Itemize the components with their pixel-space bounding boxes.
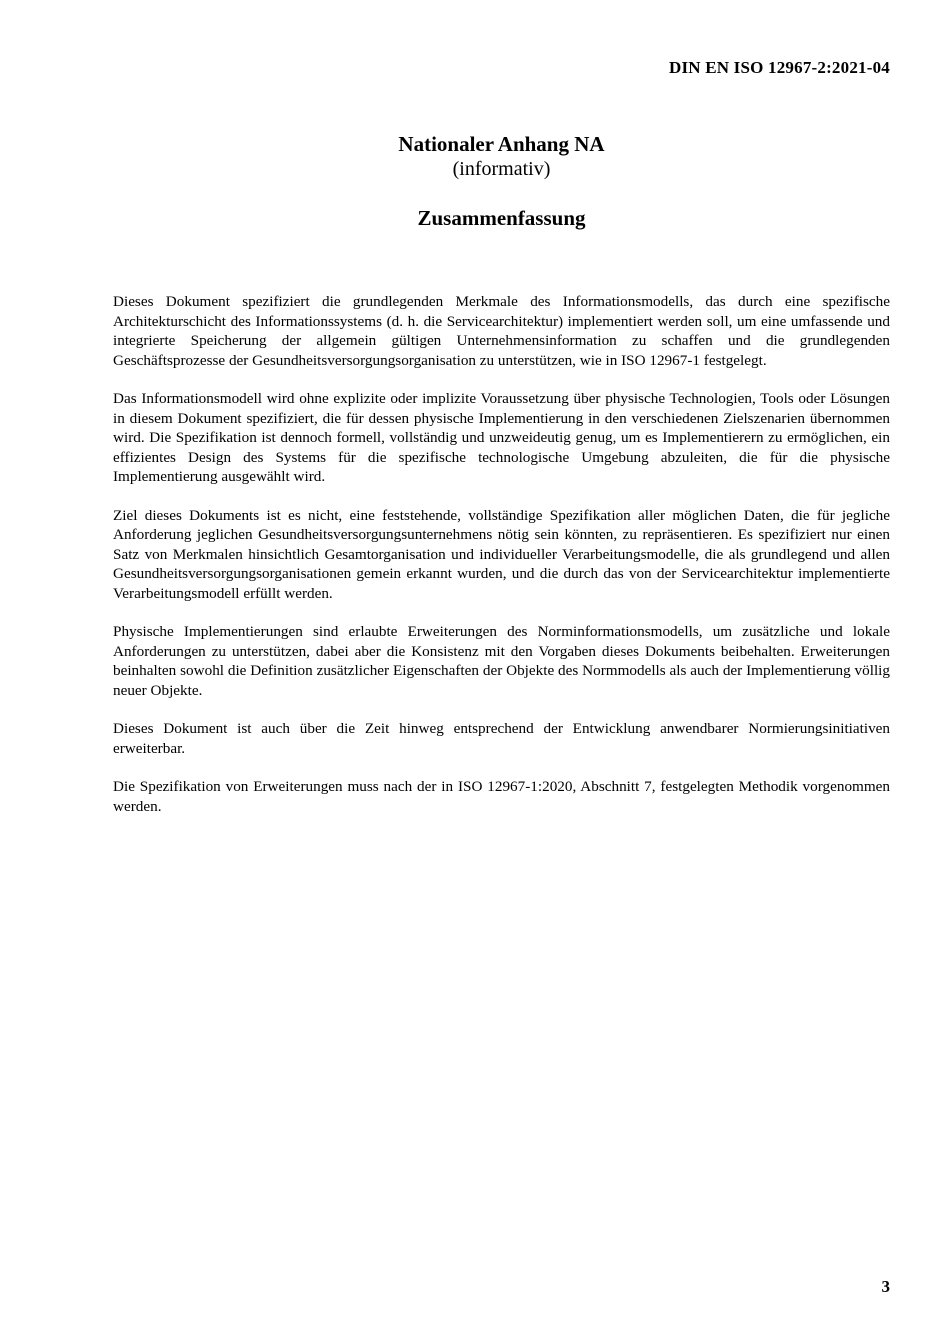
paragraph: Physische Implementierungen sind erlaubte Erweiterungen des Norminformationsmodells, um zusätzliche und lokale Anforderungen zu unterstützen, dabei aber die Konsistenz mit den Vorgaben dieses Dokuments beibehalten. Erweiterungen beinhalten sowohl die Definition zusätzlicher Eigenschaften der Objekte des Normmodells als auch der Implementierung völlig neuer Objekte. bbox=[113, 623, 890, 699]
annex-subtitle: (informativ) bbox=[452, 158, 551, 180]
annex-heading bbox=[0, 131, 950, 182]
paragraph: Ziel dieses Dokuments ist es nicht, eine feststehende, vollständige Spezifikation aller möglichen Daten, die für jegliche Anforderung jeglichen Gesundheitsversorgungsunternehmens nötig sein könnten, zu repräsentieren. Es spezifiziert nur einen Satz von Merkmalen hinsichtlich Gesamtorganisation und individueller Verarbeitungsmodelle, die als grundlegend und allen Gesundheitsversorgungsorganisationen gemein erkannt wurden, und die durch das von der Servicearchitektur implementierte Verarbeitungsmodell erfüllt werden. bbox=[113, 506, 890, 602]
summary-body bbox=[113, 292, 890, 835]
summary-title: Zusammenfassung bbox=[417, 206, 586, 230]
paragraph: Das Informationsmodell wird ohne explizite oder implizite Voraussetzung über physische Technologien, Tools oder Lösungen in diesem Dokument spezifiziert, die für dessen physische Implementierung in den verschiedenen Zielszenarien übernommen wird. Die Spezifikation ist dennoch formell, vollständig und unzweideutig genug, um es Implementierern zu ermöglichen, ein effizientes Design des Systems für die spezifische technologische Umgebung abzuleiten, die für die physische Implementierung ausgewählt wird. bbox=[113, 390, 890, 485]
paragraph: Dieses Dokument spezifiziert die grundlegenden Merkmale des Informationsmodells, das durch eine spezifische Architekturschicht des Informationssystems (d. h. die Servicearchitektur) implementiert werden soll, um eine umfassende und integrierte Speicherung der allgemein gültigen Unternehmensinformation zu schaffen und die grundlegenden Geschäftsprozesse der Gesundheitsversorgungsorganisation zu unterstützen, wie in ISO 12967-1 festgelegt. bbox=[113, 293, 890, 369]
annex-title: Nationaler Anhang NA bbox=[398, 132, 605, 156]
paragraph: Dieses Dokument ist auch über die Zeit hinweg entsprechend der Entwicklung anwendbarer Normierungsinitiativen erweiterbar. bbox=[113, 720, 890, 757]
paragraph: Die Spezifikation von Erweiterungen muss nach der in ISO 12967-1:2020, Abschnitt 7, festgelegten Methodik vorgenommen werden. bbox=[113, 778, 890, 815]
document-id: DIN EN ISO 12967-2:2021-04 bbox=[668, 58, 890, 77]
page-number: 3 bbox=[881, 1277, 890, 1296]
